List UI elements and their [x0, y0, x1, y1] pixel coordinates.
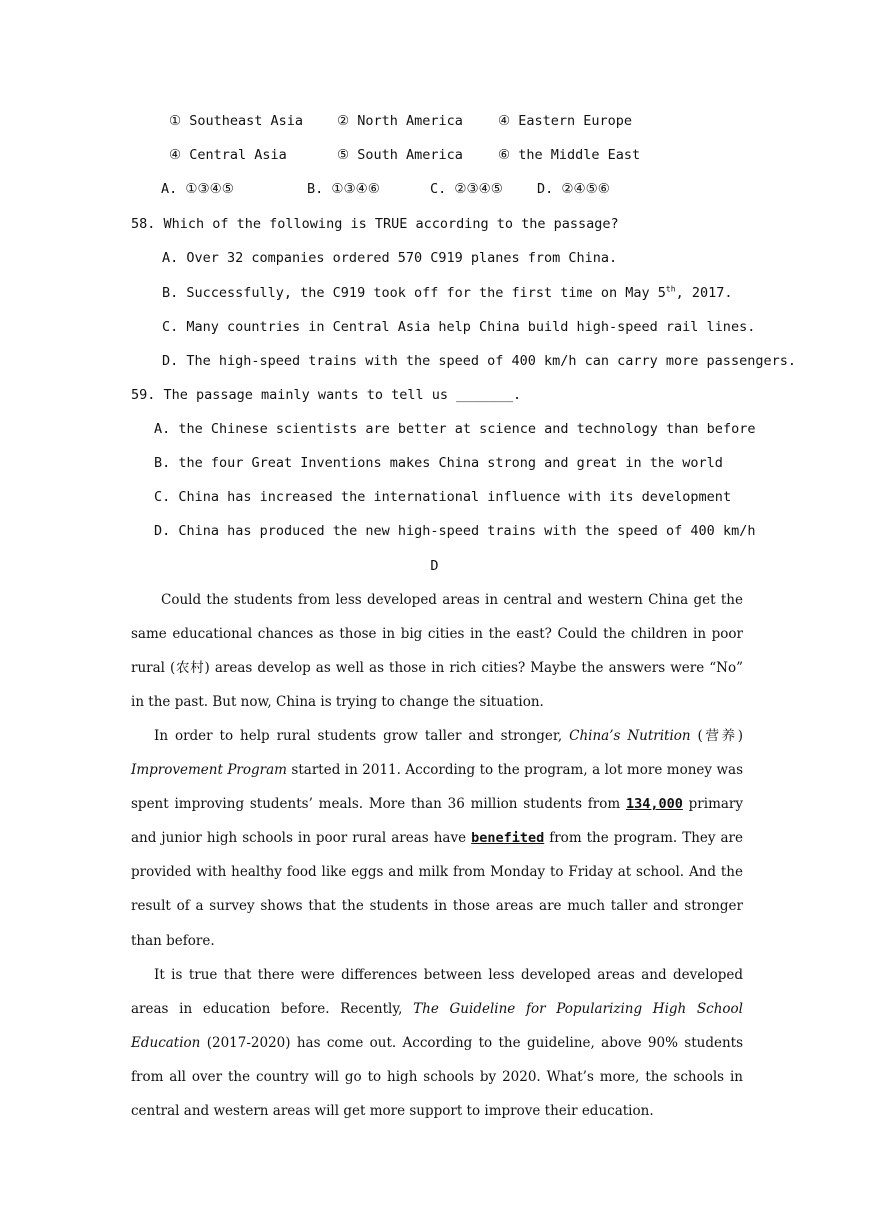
q59-option-c: C. China has increased the international influence with its development: [154, 489, 732, 505]
q58-stem: 58. Which of the following is TRUE according to the passage?: [131, 216, 619, 232]
p2-text-3: started in 2011. According to the program, a lot more money was spent improving students’ meals. More than 36 million students from: [131, 762, 743, 813]
q57-option-6: ⑥ the Middle East: [498, 147, 641, 163]
q58-option-d: D. The high-speed trains with the speed of 400 km/h can carry more passengers.: [162, 353, 796, 369]
passage-paragraph-2: [131, 719, 743, 958]
q59-stem: 59. The passage mainly wants to tell us _______.: [131, 387, 522, 403]
q57-option-3: ④ Eastern Europe: [498, 113, 633, 129]
q59-option-b: B. the four Great Inventions makes China strong and great in the world: [154, 455, 723, 471]
q57-choice-d: D. ②④⑤⑥: [537, 181, 610, 197]
p3-text-2: (2017-2020) has come out. According to the guideline, above 90% students from all over the country will go to high schools by 2020. What’s more, the schools in central and western areas will get more support to improve their education.: [131, 1035, 743, 1120]
q59-option-d: D. China has produced the new high-speed trains with the speed of 400 km/h: [154, 523, 756, 539]
q58-option-b-end: , 2017.: [675, 285, 733, 301]
q57-choice-a: A. ①③④⑤: [161, 181, 234, 197]
q57-option-1: ① Southeast Asia: [169, 113, 304, 129]
underlined-number: 134,000: [625, 796, 683, 813]
q58-option-b-sup: th: [665, 284, 676, 294]
p2-text-2: (营养): [690, 728, 743, 744]
underlined-word-benefited: benefited: [471, 830, 545, 847]
p2-text-4: primary and junior high schools in poor rural areas have: [131, 796, 744, 847]
q57-choice-c: C. ②③④⑤: [430, 181, 503, 197]
q57-option-4: ④ Central Asia: [169, 147, 287, 163]
p3-italic-title: The Guideline for Popularizing High School Education: [131, 1001, 743, 1052]
q57-option-2: ② North America: [337, 113, 463, 129]
p3-text-1: It is true that there were differences between less developed areas and developed areas in education before. Recently,: [131, 967, 743, 1018]
q58-option-b: [162, 284, 732, 302]
passage-paragraph-3: [131, 958, 743, 1128]
p2-text-5: from the program. They are provided with healthy food like eggs and milk from Monday to Friday at school. And the result of a survey shows that the students in those areas are much taller and stronger than before.: [131, 830, 743, 949]
p2-text-1: In order to help rural students grow taller and stronger,: [154, 728, 570, 744]
q57-choice-b: B. ①③④⑥: [307, 181, 380, 197]
q58-option-a: A. Over 32 companies ordered 570 C919 planes from China.: [162, 250, 618, 266]
p2-italic-title-2: Improvement Program: [131, 762, 287, 779]
q57-option-5: ⑤ South America: [337, 147, 463, 163]
passage-paragraph-1: Could the students from less developed areas in central and western China get the same educational chances as those in big cities in the east? Could the children in poor rural (农村) areas develop as well as those in rich cities? Maybe the answers were “No” in the past. But now, China is trying to change the situation.: [131, 592, 743, 711]
p2-italic-title-1: China’s Nutrition: [569, 728, 691, 744]
q59-option-a: A. the Chinese scientists are better at science and technology than before: [154, 421, 756, 437]
section-heading: D: [430, 558, 439, 574]
q58-option-b-text: B. Successfully, the C919 took off for the first time on May 5: [162, 285, 666, 301]
q58-option-c: C. Many countries in Central Asia help China build high-speed rail lines.: [162, 319, 756, 335]
